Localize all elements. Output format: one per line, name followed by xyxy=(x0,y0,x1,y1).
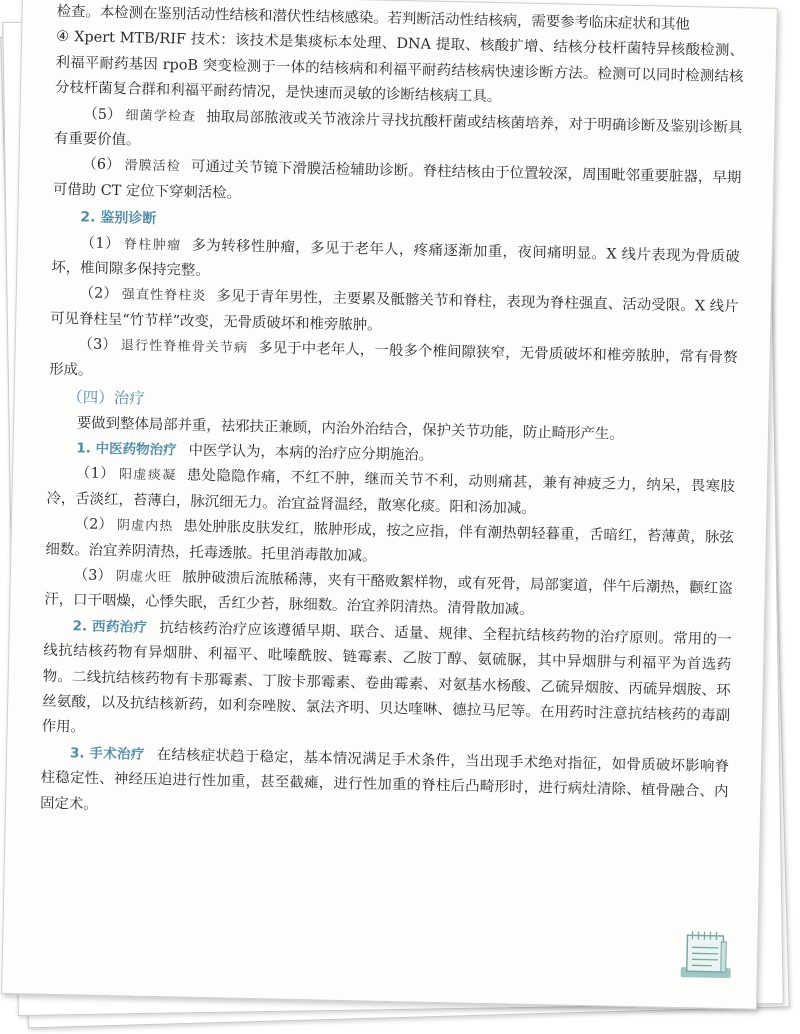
item-term: 退行性脊椎骨关节病 xyxy=(120,338,249,357)
notepad-icon xyxy=(676,927,735,984)
treatment-intro: 要做到整体局部并重，祛邪扶正兼顾，内治外治结合，保护关节功能，防止畸形产生。 xyxy=(76,414,624,443)
item-term: 滑膜活检 xyxy=(124,158,182,175)
item-term: 强直性脊柱炎 xyxy=(121,287,207,305)
item-number: （2） xyxy=(79,285,118,303)
item-number: （5） xyxy=(83,106,122,123)
western-heading: 2. 西药治疗 xyxy=(72,618,148,636)
item-number: （1） xyxy=(75,465,116,483)
surgery-text: 在结核症状趋于稳定，基本情况满足手术条件，当出现手术绝对指征，如骨质破坏影响脊柱稳定性、神经压迫进行性加重，甚至截瘫，进行性加重的脊柱后凸畸形时，进行病灶清除、植骨融合、内固定术。 xyxy=(39,746,730,813)
xpert-paragraph: ④ Xpert MTB/RIF 技术：该技术是集痰标本处理、DNA 提取、核酸扩增、结核分枝杆菌特异核酸检测、利福平耐药基因 rpoB 突变检测于一体的结核病和利福平耐药结核病快速诊断方法。检测可以同时检测结核分枝杆菌复合群和利福平耐药情况，是快速而灵敏的诊断结核病工具。 xyxy=(54,29,745,106)
item-text: 抽取局部脓液或关节液涂片寻找抗酸杆菌或结核菌培养，对于明确诊断及鉴别诊断具有重要价值。 xyxy=(53,108,743,149)
book-page xyxy=(1,0,778,1010)
item-number: （1） xyxy=(80,235,121,252)
item-text: 多为转移性肿瘤，多见于老年人，疼痛逐渐加重，夜间痛明显。X 线片表现为骨质破坏，椎间隙多保持完整。 xyxy=(51,237,740,280)
item-text: 患处隐隐作痛，不红不肿，继而关节不利，动则痛甚，兼有神疲乏力，纳呆，畏寒肢冷，舌淡红，苔薄白，脉沉细无力。治宜益肾温经，散寒化痰。阳和汤加减。 xyxy=(46,467,736,517)
treatment-heading: （四）治疗 xyxy=(67,388,145,408)
item-number: （6） xyxy=(82,156,121,174)
tcm-intro: 中医学认为，本病的治疗应分期施治。 xyxy=(188,442,434,464)
item-text: 可通过关节镜下滑膜活检辅助诊断。脊柱结核由于位置较深，周围毗邻重要脏器，早期可借助 CT 定位下穿刺活检。 xyxy=(52,159,742,202)
differential-diagnosis-heading: 2. 鉴别诊断 xyxy=(80,209,157,228)
item-text: 多见于青年男性，主要累及骶髂关节和脊柱，表现为脊柱强直、活动受限。X 线片可见脊柱呈“竹节样”改变，无骨质破坏和椎旁脓肿。 xyxy=(50,288,739,334)
item-term: 脊柱肿瘤 xyxy=(123,236,182,254)
item-text: 脓肿破溃后流脓稀薄，夹有干酪败絮样物，或有死骨，局部窦道，伴午后潮热，颧红盗汗，口干咽燥，心悸失眠，舌红少苔，脉细数。治宜养阴清热。清骨散加减。 xyxy=(44,569,733,619)
item-term: 阴虚内热 xyxy=(116,518,174,535)
item-text: 多见于中老年人，一般多个椎间隙狭窄，无骨质破坏和椎旁脓肿，常有骨赘形成。 xyxy=(49,340,738,379)
western-medicine-paragraph xyxy=(41,613,732,754)
item-text: 患处肿胀皮肤发红，脓肿形成，按之应指，伴有潮热朝轻暮重，舌暗红，苔薄黄，脉弦细数。治宜养阴清热，托毒透脓。托里消毒散加减。 xyxy=(45,518,734,565)
surgery-paragraph xyxy=(40,740,729,831)
top-line: 检查。本检测在鉴别活动性结核和潜伏性结核感染。若判断活动性结核病，需要参考临床症状和其他 xyxy=(56,3,690,34)
page-content xyxy=(40,0,745,831)
item-term: 阳虚痰凝 xyxy=(118,467,177,484)
item-number: （2） xyxy=(74,516,114,534)
item-number: （3） xyxy=(78,336,118,354)
surgery-heading: 3. 手术治疗 xyxy=(69,745,145,763)
western-text: 抗结核药治疗应该遵循早期、联合、适量、规律、全程抗结核药物的治疗原则。常用的一线抗结核药物有异烟肼、利福平、吡嗪酰胺、链霉素、乙胺丁醇、氨硫脲，其中异烟肼与利福平为首选药物。二线抗结核药物有卡那霉素、丁胺卡那霉素、卷曲霉素、对氨基水杨酸、乙硫异烟胺、丙硫异烟胺、环丝氨酸，以及抗结核新药，如利奈唑胺、氯法齐明、贝达喹啉、德拉马尼等。在用药时注意抗结核药的毒副作用。 xyxy=(41,619,732,736)
item-term: 细菌学检查 xyxy=(125,107,197,125)
tcm-heading: 1. 中医药物治疗 xyxy=(76,440,177,459)
item-number: （3） xyxy=(73,567,113,585)
item-term: 阴虚火旺 xyxy=(115,569,173,586)
